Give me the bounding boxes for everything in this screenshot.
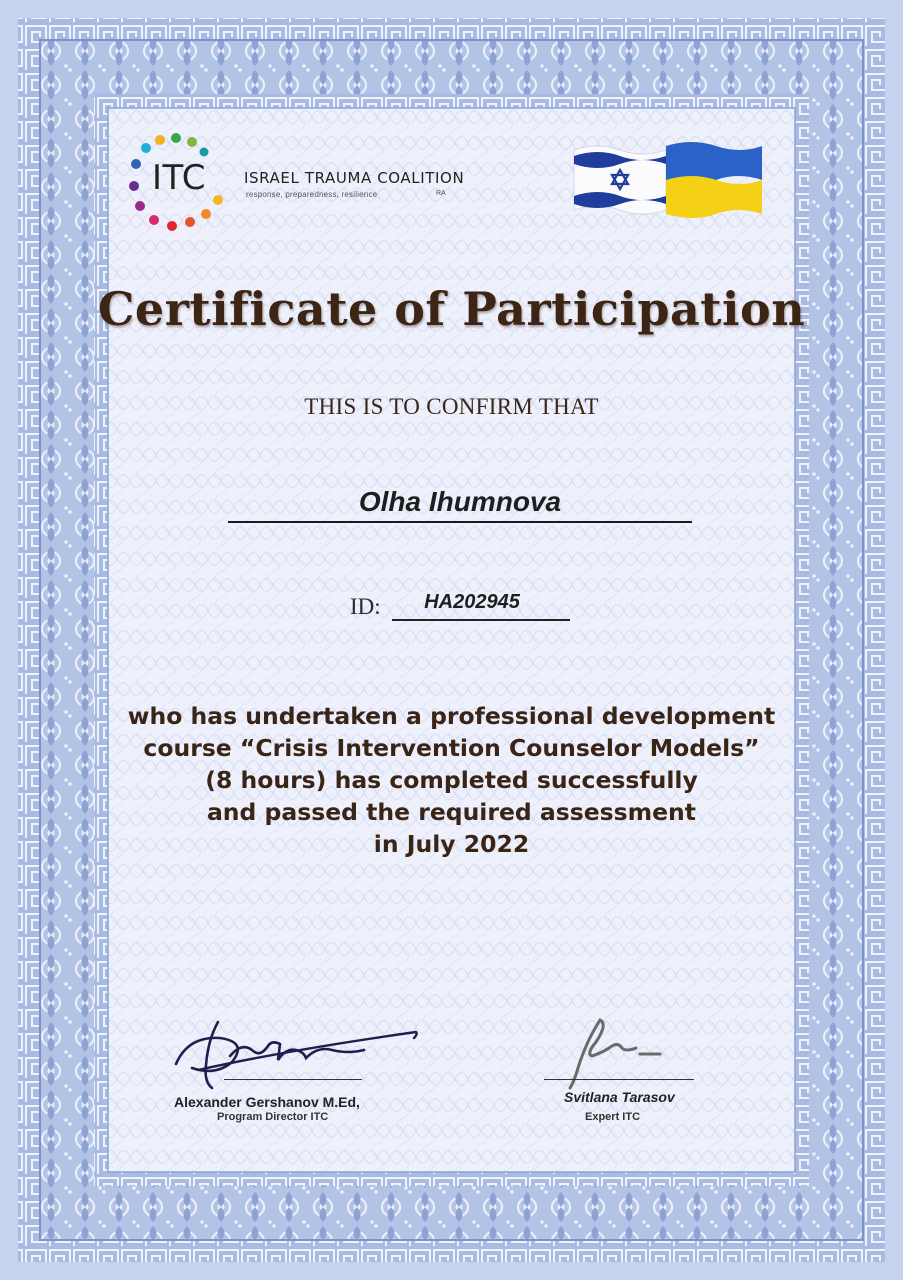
recipient-name: Olha Ihumnova <box>358 486 562 517</box>
confirm-statement: THIS IS TO CONFIRM THAT <box>304 394 599 419</box>
left-signer-role: Program Director ITC <box>217 1111 329 1123</box>
body-line: course “Crisis Intervention Counselor Models” <box>143 734 760 762</box>
right-signature-line <box>544 1079 694 1080</box>
certificate-title: Certificate of Participation <box>97 282 806 336</box>
certificate-body <box>0 700 903 860</box>
ukraine-flag-icon <box>664 140 764 220</box>
right-signer-role: Expert ITC <box>585 1111 641 1123</box>
logo-abbreviation: ITC <box>152 158 207 198</box>
id-underline <box>392 619 570 621</box>
body-line: in July 2022 <box>373 830 530 858</box>
name-underline <box>228 521 692 523</box>
israel-flag-icon <box>572 142 668 218</box>
id-label: ID: <box>350 594 381 619</box>
body-line: who has undertaken a professional development <box>127 702 776 730</box>
left-signature-line <box>224 1079 362 1080</box>
id-value: HA202945 <box>424 591 520 613</box>
body-line: (8 hours) has completed successfully <box>205 766 698 794</box>
body-line: and passed the required assessment <box>206 798 697 826</box>
organization-name: ISRAEL TRAUMA COALITION <box>244 169 465 187</box>
right-signer-name: Svitlana Tarasov <box>564 1089 675 1105</box>
organization-tagline: response, preparedness, resilience <box>246 190 378 199</box>
left-signature-icon <box>168 1010 428 1100</box>
organization-suffix: RA <box>436 190 446 197</box>
left-signer-name: Alexander Gershanov M.Ed, <box>174 1094 360 1110</box>
